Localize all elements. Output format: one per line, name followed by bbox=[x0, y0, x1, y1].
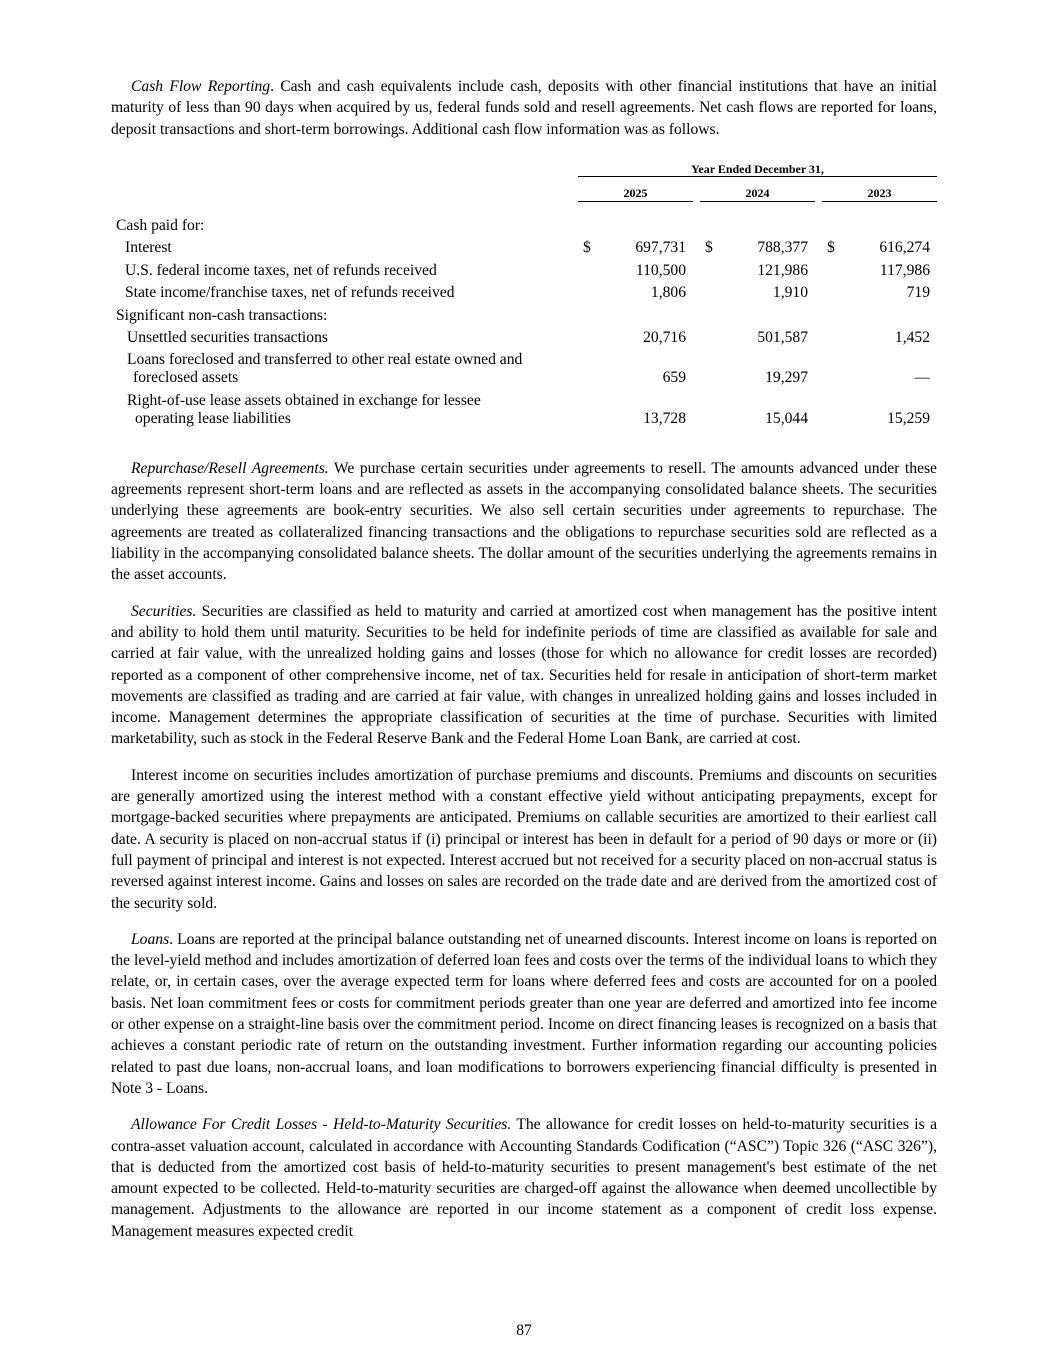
currency-symbol: $ bbox=[583, 238, 591, 256]
row-label-line1: Right-of-use lease assets obtained in exchange for lessee bbox=[127, 391, 481, 409]
row-label: Unsettled securities transactions bbox=[127, 328, 328, 346]
section-label: Significant non-cash transactions: bbox=[116, 306, 328, 324]
paragraph-repurchase-resell bbox=[111, 458, 937, 586]
paragraph-loans bbox=[111, 929, 937, 1099]
row-label-line2: operating lease liabilities bbox=[135, 409, 291, 427]
row-label-line1: Loans foreclosed and transferred to other real estate owned and bbox=[127, 350, 523, 368]
paragraph-cash-flow-reporting bbox=[111, 76, 937, 140]
value-2024: 19,297 bbox=[765, 368, 808, 386]
value-2025: 659 bbox=[662, 368, 686, 386]
document-body bbox=[111, 76, 937, 1257]
table-period-header: Year Ended December 31, bbox=[691, 161, 824, 176]
column-rule bbox=[822, 201, 937, 202]
paragraph-text: . Loans are reported at the principal balance outstanding net of unearned discounts. Interest income on loans is reported on the level-yield method and includes amortization of deferred loan fees and costs over the terms of the individual loans to which they relate, or, in certain cases, over the average expected term for loans where deferred fees and costs are accounted for on a pooled basis. Net loan commitment fees or costs for commitment periods greater than one year are deferred and amortized into fee income or other expense on a straight-line basis over the commitment period. Income on direct financing leases is recognized on a basis that achieves a constant periodic rate of return on the outstanding investment. Further information regarding our accounting policies related to past due loans, non-accrual loans, and loan modifications to borrowers experiencing financial difficulty is presented in Note 3 - Loans. bbox=[111, 930, 937, 1097]
value-2025: 697,731 bbox=[635, 238, 686, 256]
column-header-2023: 2023 bbox=[867, 185, 892, 200]
value-2023: — bbox=[914, 368, 930, 386]
paragraph-title: Repurchase/Resell Agreements. bbox=[131, 459, 329, 477]
paragraph-text: The allowance for credit losses on held-to-maturity securities is a contra-asset valuation account, calculated in accordance with Accounting Standards Codification (“ASC”) Topic 326 (“ASC 326”), that is deducted from the amortized cost basis of held-to-maturity securities to present management's best estimate of the net amount expected to be collected. Held-to-maturity securities are charged-off against the allowance when deemed uncollectible by management. Adjustments to the allowance are reported in our income statement as a component of credit loss expense. Management measures expected credit bbox=[111, 1116, 937, 1240]
row-label: Interest bbox=[125, 238, 172, 256]
value-2024: 1,910 bbox=[772, 283, 808, 301]
section-label: Cash paid for: bbox=[116, 216, 205, 234]
paragraph-title: Cash Flow Reporting bbox=[131, 78, 271, 95]
value-2025: 1,806 bbox=[650, 283, 686, 301]
cash-flow-table bbox=[111, 155, 937, 439]
paragraph-text: Securities are classified as held to maturity and carried at amortized cost when management has the positive intent and ability to hold them until maturity. Securities to be held for indefinite periods of time are classified as available for sale and carried at fair value, with the unrealized holding gains and losses (those for which no allowance for credit losses are recorded) reported as a component of other comprehensive income, net of tax. Securities held for resale in anticipation of short-term market movements are classified as trading and are carried at fair value, with changes in unrealized holding gains and losses included in income. Management determines the appropriate classification of securities at the time of purchase. Securities with limited marketability, such as stock in the Federal Reserve Bank and the Federal Home Loan Bank, are carried at cost. bbox=[111, 602, 937, 748]
currency-symbol: $ bbox=[705, 238, 713, 256]
paragraph-title: Loans bbox=[131, 930, 170, 948]
column-header-2024: 2024 bbox=[745, 185, 770, 200]
value-2025: 20,716 bbox=[643, 328, 686, 346]
row-label-line2: foreclosed assets bbox=[133, 368, 239, 386]
paragraph-title: Allowance For Credit Losses - Held-to-Maturity Securities. bbox=[131, 1116, 512, 1134]
column-rule bbox=[578, 201, 693, 202]
paragraph-securities bbox=[111, 601, 937, 750]
paragraph-text: . Cash and cash equivalents include cash, deposits with other financial institutions that have an initial maturity of less than 90 days when acquired by us, federal funds sold and resell agreements. Net cash flows are reported for loans, deposit transactions and short-term borrowings. Additional cash flow information was as follows. bbox=[111, 78, 937, 138]
paragraph-allowance-htm bbox=[111, 1114, 937, 1242]
row-label: U.S. federal income taxes, net of refunds received bbox=[125, 261, 437, 279]
paragraph-text: We purchase certain securities under agreements to resell. The amounts advanced under these agreements represent short-term loans and are reflected as assets in the accompanying consolidated balance sheets. The securities underlying these agreements are book-entry securities. We also sell certain securities under agreements to repurchase. The agreements are treated as collateralized financing transactions and the obligations to repurchase securities sold are reflected as a liability in the accompanying consolidated balance sheets. The dollar amount of the securities underlying the agreements remains in the asset accounts. bbox=[111, 459, 937, 584]
row-label: State income/franchise taxes, net of refunds received bbox=[125, 283, 455, 301]
value-2023: 719 bbox=[906, 283, 930, 301]
paragraph-text: Interest income on securities includes amortization of purchase premiums and discounts. Premiums and discounts on securities are generally amortized using the interest method with a constant effective yield without anticipating prepayments, except for mortgage-backed securities where prepayments are anticipated. Premiums on callable securities are amortized to their earliest call date. A security is placed on non-accrual status if (i) principal or interest has been in default for a period of 90 days or more or (ii) full payment of principal and interest is not expected. Interest accrued but not received for a security placed on non-accrual status is reversed against interest income. Gains and losses on sales are recorded on the trade date and are derived from the amortized cost of the security sold. bbox=[111, 766, 937, 912]
paragraph-interest-income bbox=[111, 765, 937, 914]
value-2025: 110,500 bbox=[635, 261, 686, 279]
value-2024: 121,986 bbox=[757, 261, 808, 279]
column-header-2025: 2025 bbox=[623, 185, 648, 200]
value-2025: 13,728 bbox=[643, 409, 686, 427]
page-number: 87 bbox=[516, 1322, 532, 1339]
value-2024: 788,377 bbox=[757, 238, 808, 256]
currency-symbol: $ bbox=[827, 238, 835, 256]
column-rule bbox=[700, 201, 815, 202]
header-rule bbox=[578, 176, 937, 177]
value-2023: 1,452 bbox=[894, 328, 930, 346]
value-2024: 501,587 bbox=[757, 328, 808, 346]
value-2024: 15,044 bbox=[765, 409, 808, 427]
value-2023: 15,259 bbox=[887, 409, 930, 427]
paragraph-title: Securities. bbox=[131, 602, 197, 620]
value-2023: 616,274 bbox=[879, 238, 930, 256]
value-2023: 117,986 bbox=[879, 261, 930, 279]
